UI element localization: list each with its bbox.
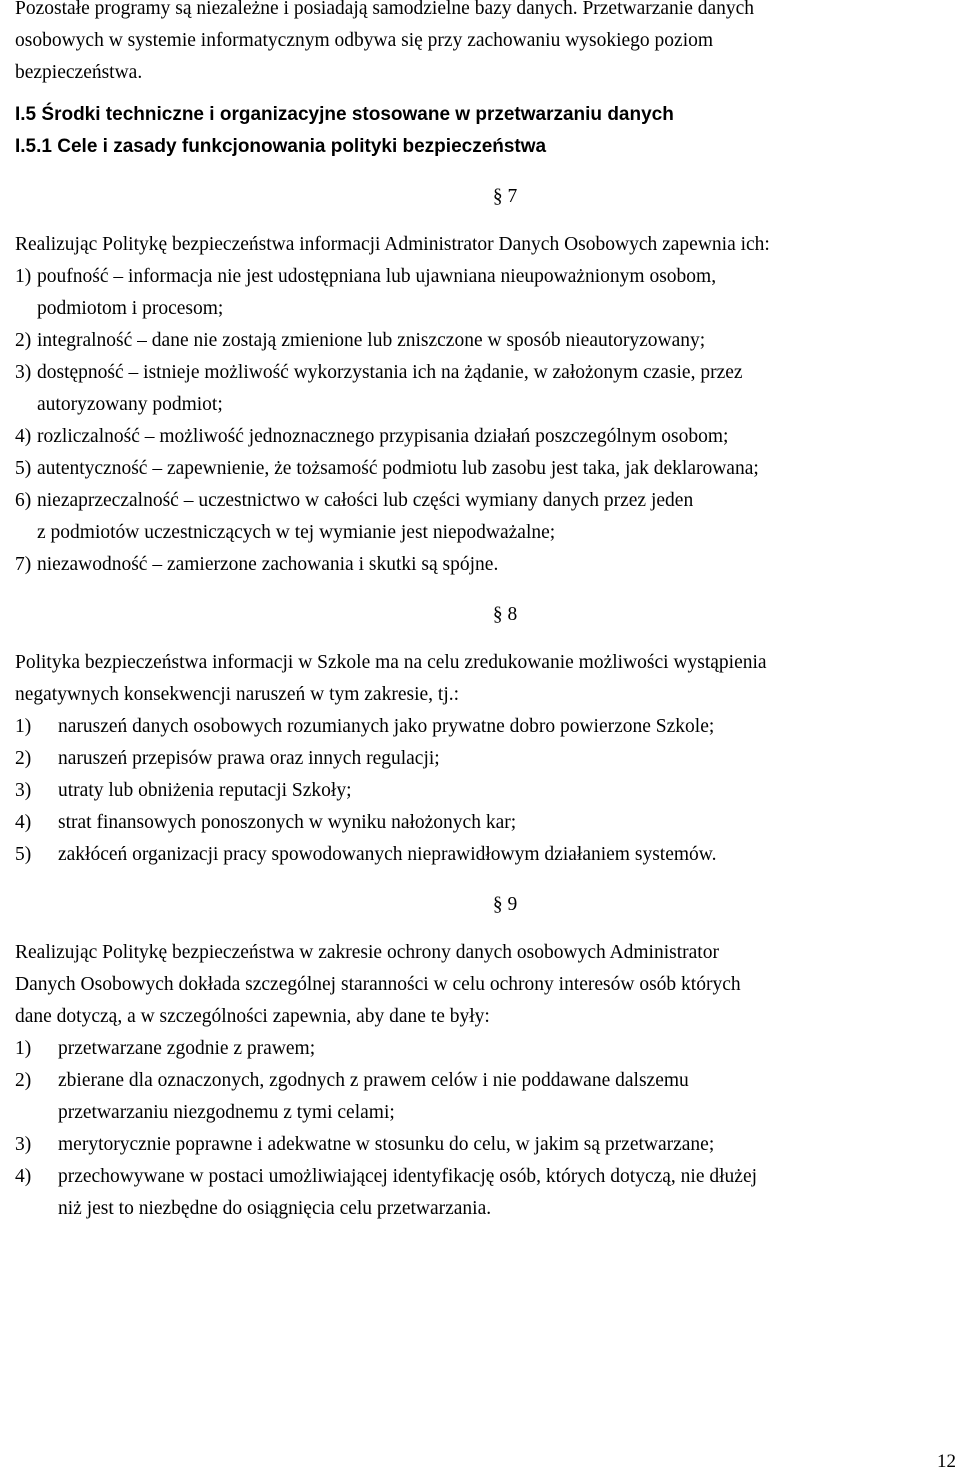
paragraph-9-title: § 9	[492, 894, 518, 915]
intro-line: Pozostałe programy są niezależne i posiadają samodzielne bazy danych. Przetwarzanie danych	[15, 0, 755, 19]
paragraph-8-list	[15, 711, 955, 871]
paragraph-9-list	[15, 1033, 955, 1225]
list-item: 4) strat finansowych ponoszonych w wyniku nałożonych kar;	[15, 812, 517, 833]
paragraph-9-lead: dane dotyczą, a w szczególności zapewnia, aby dane te były:	[15, 1006, 490, 1027]
intro-line: osobowych w systemie informatycznym odbywa się przy zachowaniu wysokiego poziom	[15, 30, 714, 51]
list-item: 5) autentyczność – zapewnienie, że tożsamość podmiotu lub zasobu jest taka, jak deklarowana;	[15, 458, 759, 479]
paragraph-7-list	[15, 261, 955, 581]
list-item: 2) integralność – dane nie zostają zmienione lub zniszczone w sposób nieautoryzowany;	[15, 330, 706, 351]
list-item: 1) przetwarzane zgodnie z prawem;	[15, 1038, 316, 1059]
list-item: 3) merytorycznie poprawne i adekwatne w stosunku do celu, w jakim są przetwarzane;	[15, 1134, 715, 1155]
paragraph-9-lead: Danych Osobowych dokłada szczególnej staranności w celu ochrony interesów osób których	[15, 974, 741, 995]
intro-line: bezpieczeństwa.	[15, 62, 143, 83]
paragraph-8-lead: negatywnych konsekwencji naruszeń w tym zakresie, tj.:	[15, 684, 460, 705]
list-item: 1) poufność – informacja nie jest udostępniana lub ujawniana nieupoważnionym osobom, podmiotom i procesom;	[15, 266, 717, 319]
section-heading: I.5 Środki techniczne i organizacyjne stosowane w przetwarzaniu danych	[15, 104, 674, 125]
page-number: 12	[937, 1451, 956, 1472]
list-item: 5) zakłóceń organizacji pracy spowodowanych nieprawidłowym działaniem systemów.	[15, 844, 717, 865]
intro-paragraph	[15, 0, 955, 89]
list-item: 2) naruszeń przepisów prawa oraz innych regulacji;	[15, 748, 440, 769]
list-item: 7) niezawodność – zamierzone zachowania i skutki są spójne.	[15, 554, 499, 575]
paragraph-7-lead: Realizując Politykę bezpieczeństwa informacji Administrator Danych Osobowych zapewnia ich:	[15, 234, 770, 255]
list-item: 2) zbierane dla oznaczonych, zgodnych z prawem celów i nie poddawane dalszemu przetwarzaniu niezgodnemu z tymi celami;	[15, 1070, 689, 1123]
list-item: 4) rozliczalność – możliwość jednoznacznego przypisania działań poszczególnym osobom;	[15, 426, 729, 447]
paragraph-8-title: § 8	[492, 604, 518, 625]
list-item: 3) utraty lub obniżenia reputacji Szkoły;	[15, 780, 352, 801]
list-item: 6) niezaprzeczalność – uczestnictwo w całości lub części wymiany danych przez jeden z podmiotów uczestniczących w tej wymianie jest niepodważalne;	[15, 490, 694, 543]
list-item: 3) dostępność – istnieje możliwość wykorzystania ich na żądanie, w założonym czasie, przez autoryzowany podmiot;	[15, 362, 743, 415]
paragraph-7-title: § 7	[492, 186, 518, 207]
document-page	[15, 0, 955, 1225]
list-item: 4) przechowywane w postaci umożliwiającej identyfikację osób, których dotyczą, nie dłużej niż jest to niezbędne do osiągnięcia celu przetwarzania.	[15, 1166, 758, 1219]
paragraph-9-lead: Realizując Politykę bezpieczeństwa w zakresie ochrony danych osobowych Administrator	[15, 942, 719, 963]
subsection-heading: I.5.1 Cele i zasady funkcjonowania polityki bezpieczeństwa	[15, 136, 547, 157]
list-item: 1) naruszeń danych osobowych rozumianych jako prywatne dobro powierzone Szkole;	[15, 716, 715, 737]
paragraph-8-lead: Polityka bezpieczeństwa informacji w Szkole ma na celu zredukowanie możliwości wystąpienia	[15, 652, 767, 673]
